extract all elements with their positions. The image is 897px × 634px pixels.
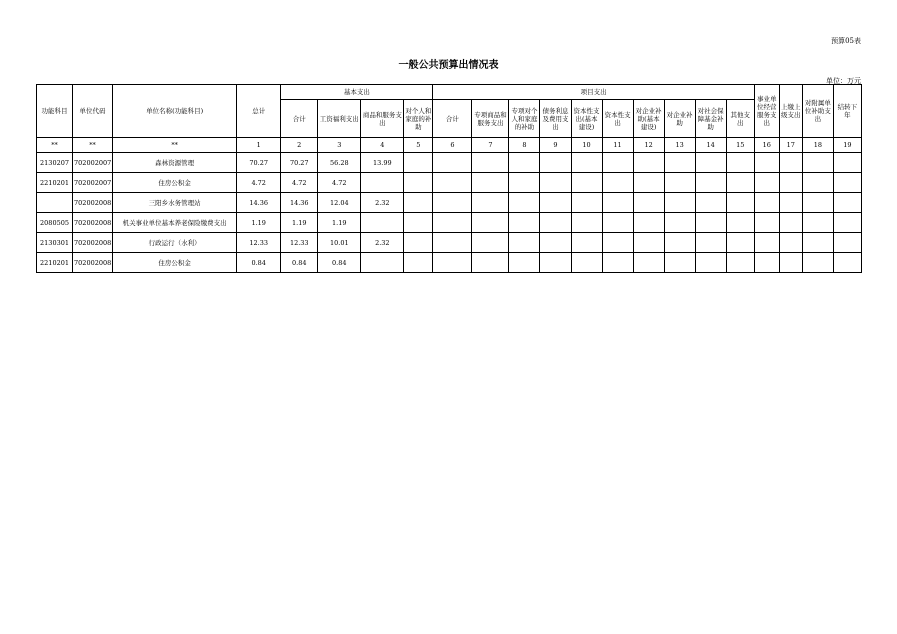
empty-cell xyxy=(726,193,754,213)
header-basic-4: 对个人和家庭的补助 xyxy=(404,100,433,138)
unit-code-cell: 702002008 xyxy=(73,253,113,273)
unit-name-cell: 住房公积金 xyxy=(113,253,237,273)
budget-table xyxy=(36,84,862,273)
empty-cell xyxy=(571,153,602,173)
empty-cell xyxy=(433,213,472,233)
empty-cell xyxy=(540,213,571,233)
empty-cell xyxy=(695,153,726,173)
empty-cell xyxy=(509,253,540,273)
empty-cell xyxy=(633,173,664,193)
salary-cell: 4.72 xyxy=(318,173,361,193)
empty-cell xyxy=(571,233,602,253)
empty-cell xyxy=(633,213,664,233)
column-number: ** xyxy=(73,138,113,153)
empty-cell xyxy=(602,233,633,253)
unit-name-cell: 森林资源管理 xyxy=(113,153,237,173)
table-row xyxy=(37,173,862,193)
goods-services-cell: 2.32 xyxy=(361,233,404,253)
empty-cell xyxy=(433,193,472,213)
empty-cell xyxy=(779,253,802,273)
header-extra-3: 对附属单位补助支出 xyxy=(802,85,833,138)
basic-total-cell: 0.84 xyxy=(281,253,318,273)
empty-cell xyxy=(695,253,726,273)
header-project-6: 资本性支出 xyxy=(602,100,633,138)
goods-services-cell: 13.99 xyxy=(361,153,404,173)
header-project-7: 对企业补助(基本建设) xyxy=(633,100,664,138)
header-project-8: 对企业补助 xyxy=(664,100,695,138)
header-unit-code: 单位代码 xyxy=(73,85,113,138)
column-number: 17 xyxy=(779,138,802,153)
empty-cell xyxy=(833,233,861,253)
column-number: 12 xyxy=(633,138,664,153)
func-code-cell: 2080505 xyxy=(37,213,73,233)
func-code-cell: 2210201 xyxy=(37,253,73,273)
table-row xyxy=(37,233,862,253)
empty-cell xyxy=(633,193,664,213)
basic-total-cell: 12.33 xyxy=(281,233,318,253)
empty-cell xyxy=(433,153,472,173)
empty-cell xyxy=(602,213,633,233)
empty-cell xyxy=(833,173,861,193)
empty-cell xyxy=(472,173,509,193)
column-number: 7 xyxy=(472,138,509,153)
header-basic-group: 基本支出 xyxy=(281,85,433,100)
empty-cell xyxy=(802,193,833,213)
func-code-cell xyxy=(37,193,73,213)
empty-cell xyxy=(433,253,472,273)
empty-cell xyxy=(433,233,472,253)
column-number: 8 xyxy=(509,138,540,153)
empty-cell xyxy=(726,233,754,253)
header-basic-3: 商品和服务支出 xyxy=(361,100,404,138)
empty-cell xyxy=(571,213,602,233)
empty-cell xyxy=(779,193,802,213)
empty-cell xyxy=(779,233,802,253)
header-project-1: 合计 xyxy=(433,100,472,138)
header-project-3: 专项对个人和家庭的补助 xyxy=(509,100,540,138)
column-number: 16 xyxy=(754,138,779,153)
column-number: 11 xyxy=(602,138,633,153)
unit-name-cell: 三阳乡水务管理站 xyxy=(113,193,237,213)
empty-cell xyxy=(602,253,633,273)
unit-code-cell: 702002008 xyxy=(73,213,113,233)
header-project-9: 对社会保障基金补助 xyxy=(695,100,726,138)
empty-cell xyxy=(602,153,633,173)
table-row xyxy=(37,253,862,273)
header-project-4: 债务利息及费用支出 xyxy=(540,100,571,138)
empty-cell xyxy=(802,233,833,253)
empty-cell xyxy=(540,153,571,173)
empty-cell xyxy=(540,253,571,273)
goods-services-cell: 2.32 xyxy=(361,193,404,213)
header-extra-1: 事业单位经营服务支出 xyxy=(754,85,779,138)
header-project-group: 项目支出 xyxy=(433,85,754,100)
empty-cell xyxy=(695,233,726,253)
column-number: 3 xyxy=(318,138,361,153)
empty-cell xyxy=(540,233,571,253)
empty-cell xyxy=(664,153,695,173)
empty-cell xyxy=(754,253,779,273)
header-func-subject: 功能科目 xyxy=(37,85,73,138)
empty-cell xyxy=(404,173,433,193)
unit-name-cell: 住房公积金 xyxy=(113,173,237,193)
table-row xyxy=(37,193,862,213)
empty-cell xyxy=(779,213,802,233)
func-code-cell: 2130207 xyxy=(37,153,73,173)
goods-services-cell xyxy=(361,173,404,193)
empty-cell xyxy=(633,153,664,173)
header-total: 总计 xyxy=(237,85,281,138)
unit-label: 单位：万元 xyxy=(826,77,861,85)
header-basic-1: 合计 xyxy=(281,100,318,138)
empty-cell xyxy=(802,213,833,233)
empty-cell xyxy=(571,173,602,193)
empty-cell xyxy=(802,173,833,193)
salary-cell: 12.04 xyxy=(318,193,361,213)
empty-cell xyxy=(472,193,509,213)
empty-cell xyxy=(404,193,433,213)
header-extra-4: 结转下年 xyxy=(833,85,861,138)
empty-cell xyxy=(695,213,726,233)
total-cell: 14.36 xyxy=(237,193,281,213)
empty-cell xyxy=(726,253,754,273)
column-number: 6 xyxy=(433,138,472,153)
header-project-5: 资本性支出(基本建设) xyxy=(571,100,602,138)
basic-total-cell: 70.27 xyxy=(281,153,318,173)
header-project-2: 专项商品和服务支出 xyxy=(472,100,509,138)
unit-name-cell: 机关事业单位基本养老保险缴费支出 xyxy=(113,213,237,233)
empty-cell xyxy=(509,233,540,253)
empty-cell xyxy=(833,213,861,233)
empty-cell xyxy=(509,213,540,233)
empty-cell xyxy=(726,213,754,233)
empty-cell xyxy=(472,253,509,273)
column-number: 4 xyxy=(361,138,404,153)
empty-cell xyxy=(754,193,779,213)
empty-cell xyxy=(802,153,833,173)
table-row xyxy=(37,153,862,173)
empty-cell xyxy=(664,233,695,253)
column-number-row xyxy=(37,138,862,153)
empty-cell xyxy=(633,253,664,273)
empty-cell xyxy=(633,233,664,253)
goods-services-cell xyxy=(361,213,404,233)
unit-code-cell: 702002008 xyxy=(73,233,113,253)
header-extra-2: 上缴上级支出 xyxy=(779,85,802,138)
empty-cell xyxy=(695,173,726,193)
empty-cell xyxy=(404,233,433,253)
empty-cell xyxy=(754,213,779,233)
column-number: 9 xyxy=(540,138,571,153)
empty-cell xyxy=(509,193,540,213)
header-basic-2: 工资福利支出 xyxy=(318,100,361,138)
goods-services-cell xyxy=(361,253,404,273)
empty-cell xyxy=(571,193,602,213)
total-cell: 12.33 xyxy=(237,233,281,253)
func-code-cell: 2130301 xyxy=(37,233,73,253)
unit-code-cell: 702002007 xyxy=(73,173,113,193)
column-number: 2 xyxy=(281,138,318,153)
empty-cell xyxy=(433,173,472,193)
column-number: 18 xyxy=(802,138,833,153)
empty-cell xyxy=(754,173,779,193)
total-cell: 1.19 xyxy=(237,213,281,233)
empty-cell xyxy=(779,153,802,173)
empty-cell xyxy=(833,193,861,213)
empty-cell xyxy=(779,173,802,193)
empty-cell xyxy=(472,213,509,233)
unit-name-cell: 行政运行（水利） xyxy=(113,233,237,253)
empty-cell xyxy=(571,253,602,273)
column-number: 10 xyxy=(571,138,602,153)
column-number: ** xyxy=(37,138,73,153)
empty-cell xyxy=(472,153,509,173)
header-unit-name: 单位名称(功能科目) xyxy=(113,85,237,138)
empty-cell xyxy=(472,233,509,253)
basic-total-cell: 4.72 xyxy=(281,173,318,193)
salary-cell: 10.01 xyxy=(318,233,361,253)
empty-cell xyxy=(509,153,540,173)
empty-cell xyxy=(664,213,695,233)
page-title: 一般公共预算出情况表 xyxy=(398,60,499,71)
empty-cell xyxy=(664,253,695,273)
empty-cell xyxy=(754,233,779,253)
func-code-cell: 2210201 xyxy=(37,173,73,193)
column-number: 13 xyxy=(664,138,695,153)
total-cell: 4.72 xyxy=(237,173,281,193)
table-row xyxy=(37,213,862,233)
unit-code-cell: 702002008 xyxy=(73,193,113,213)
column-number: 19 xyxy=(833,138,861,153)
empty-cell xyxy=(754,153,779,173)
column-number: 15 xyxy=(726,138,754,153)
column-number: 5 xyxy=(404,138,433,153)
empty-cell xyxy=(404,213,433,233)
salary-cell: 56.28 xyxy=(318,153,361,173)
basic-total-cell: 14.36 xyxy=(281,193,318,213)
unit-code-cell: 702002007 xyxy=(73,153,113,173)
empty-cell xyxy=(833,153,861,173)
column-number: 14 xyxy=(695,138,726,153)
table-number-label: 预算05表 xyxy=(831,37,861,45)
basic-total-cell: 1.19 xyxy=(281,213,318,233)
empty-cell xyxy=(726,153,754,173)
empty-cell xyxy=(664,193,695,213)
empty-cell xyxy=(664,173,695,193)
empty-cell xyxy=(509,173,540,193)
column-number: 1 xyxy=(237,138,281,153)
empty-cell xyxy=(404,253,433,273)
empty-cell xyxy=(602,173,633,193)
empty-cell xyxy=(404,153,433,173)
total-cell: 70.27 xyxy=(237,153,281,173)
salary-cell: 0.84 xyxy=(318,253,361,273)
empty-cell xyxy=(833,253,861,273)
total-cell: 0.84 xyxy=(237,253,281,273)
empty-cell xyxy=(540,173,571,193)
empty-cell xyxy=(726,173,754,193)
column-number: ** xyxy=(113,138,237,153)
salary-cell: 1.19 xyxy=(318,213,361,233)
empty-cell xyxy=(602,193,633,213)
empty-cell xyxy=(695,193,726,213)
header-project-10: 其他支出 xyxy=(726,100,754,138)
empty-cell xyxy=(540,193,571,213)
empty-cell xyxy=(802,253,833,273)
